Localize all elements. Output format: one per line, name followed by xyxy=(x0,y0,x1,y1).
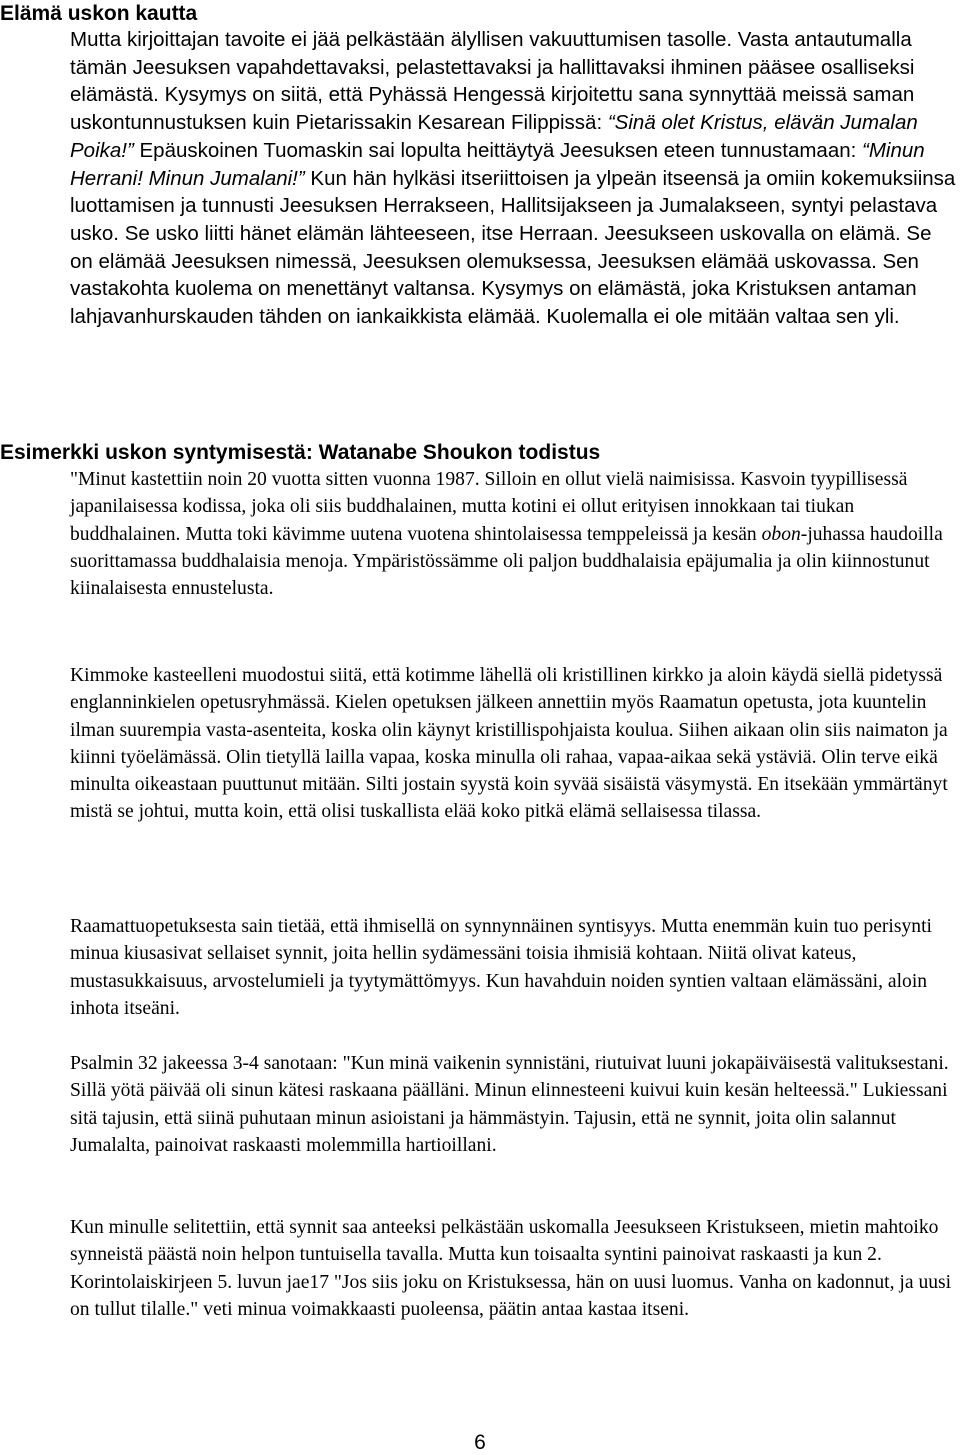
testimony-paragraph: Kimmoke kasteelleni muodostui siitä, että kotimme lähellä oli kristillinen kirkko ja aloin käydä siellä pidetyssä englanninkielen opetusryhmässä. Kielen opetuksen jälkeen annettiin myös Raamatun opetusta, jota kuuntelin ilman suurempia vasta-asenteita, koska olin käynyt kristillispohjaista koulua. Siihen aikaan olin siis naimaton ja kiinni työelämässä. Olin tietyllä lailla vapaa, koska minulla oli rahaa, vapaa-aikaa sekä ystäviä. Olin terve eikä minulta oikeastaan puuttunut mitään. Silti jostain syystä koin syvää sisäistä väsymystä. En itsekään ymmärtänyt mistä se johtui, mutta koin, että olisi tuskallista elää koko pitkä elämä sellaisessa tilassa. xyxy=(70,665,948,823)
testimony-paragraph xyxy=(70,466,956,602)
section-heading: Esimerkki uskon syntymisestä: Watanabe Shoukon todistus xyxy=(0,441,601,464)
section-heading: Elämä uskon kautta xyxy=(0,2,198,25)
body-paragraph xyxy=(70,26,956,331)
paragraph-text: "Minut kastettiin noin 20 vuotta sitten vuonna 1987. Silloin en ollut vielä naimisissa. Kasvoin tyypillisessä japanilaisessa kodissa, joka oli siis buddhalainen, mutta kotini ei ollut erityisen innokkaan tai tiukan buddhalainen. Mutta toki kävimme uutena vuotena shintolaisessa temppeleissä ja kesän xyxy=(70,469,908,545)
paragraph-text: -juhassa haudoilla suorittamassa buddhalaisia menoja. Ympäristössämme oli paljon buddhalaisia epäjumalia ja olin kiinnostunut kiinalaisesta ennustelusta. xyxy=(70,523,943,600)
page-number: 6 xyxy=(474,1431,486,1454)
bible-quote: “Sinä olet Kristus, elävän Jumalan Poika!” xyxy=(70,111,918,162)
paragraph-text: Epäuskoinen Tuomaskin sai lopulta heittäytyä Jeesuksen eteen tunnustamaan: xyxy=(133,138,863,162)
emphasized-term: obon xyxy=(761,523,801,545)
bible-quote: “Minun Herrani! Minun Jumalani!” xyxy=(70,138,925,190)
testimony-paragraph: Raamattuopetuksesta sain tietää, että ihmisellä on synnynnäinen syntisyys. Mutta enemmän kuin tuo perisynti minua kiusasivat sellaiset synnit, joita hellin sydämessäni toisia ihmisiä kohtaan. Niitä olivat kateus, mustasukkaisuus, arvostelumieli ja tyytymättömyys. Kun havahduin noiden syntien valtaan elämässäni, aloin inhota itseäni. xyxy=(70,916,932,1019)
testimony-paragraph: Psalmin 32 jakeessa 3-4 sanotaan: "Kun minä vaikenin synnistäni, riutuivat luuni jokapäiväisestä valituksestani. Sillä yötä päivää oli sinun kätesi raskaana päälläni. Minun elinnesteeni kuivui kuin kesän helteessä." Lukiessani sitä tajusin, että siinä puhutaan minun asioistani ja hämmästyin. Tajusin, että ne synnit, joita olin salannut Jumalalta, painoivat raskaasti molemmilla hartioillani. xyxy=(70,1053,949,1156)
paragraph-text: Mutta kirjoittajan tavoite ei jää pelkästään älyllisen vakuuttumisen tasolle. Vasta antautumalla tämän Jeesuksen vapahdettavaksi, pelastettavaksi ja hallittavaksi ihminen pääsee osalliseksi elämästä. Kysymys on siitä, että Pyhässä Hengessä kirjoitettu sana synnyttää meissä saman uskontunnustuksen kuin Pietarissakin Kesarean Filippissä: xyxy=(70,28,915,135)
paragraph-text: Kun hän hylkäsi itseriittoisen ja ylpeän itseensä ja omiin kokemuksiinsa luottamisen ja tunnusti Jeesuksen Herrakseen, Hallitsijakseen ja Jumalakseen, syntyi pelastava usko. Se usko liitti hänet elämän lähteeseen, itse Herraan. Jeesukseen uskovalla on elämä. Se on elämää Jeesuksen nimessä, Jeesuksen olemuksessa, Jeesuksen elämää uskovassa. Sen vastakohta kuolema on menettänyt valtansa. Kysymys on elämästä, joka Kristuksen antaman lahjavanhurskauden tähden on iankaikkista elämää. Kuolemalla ei ole mitään valtaa sen yli. xyxy=(70,166,956,329)
testimony-paragraph: Kun minulle selitettiin, että synnit saa anteeksi pelkästään uskomalla Jeesukseen Kristukseen, mietin mahtoiko synneistä päästä noin helpon tuntuisella tavalla. Mutta kun toisaalta syntini painoivat raskaasti ja kun 2. Korintolaiskirjeen 5. luvun jae17 "Jos siis joku on Kristuksessa, hän on uusi luomus. Vanha on kadonnut, ja uusi on tullut tilalle." veti minua voimakkaasti puoleensa, päätin antaa kastaa itseni. xyxy=(70,1217,952,1320)
